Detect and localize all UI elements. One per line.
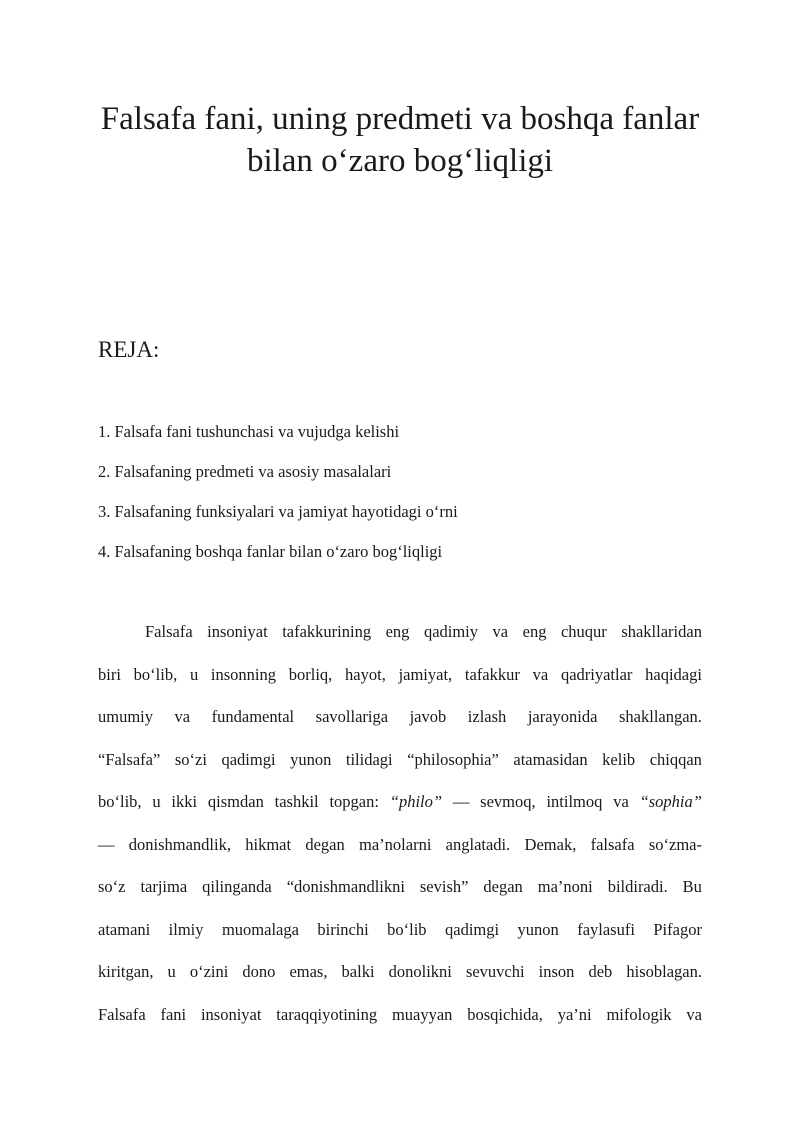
word: u: [167, 962, 176, 981]
justified-line: [98, 960, 702, 984]
word: izlash: [467, 707, 507, 726]
word: qadriyatlar: [560, 664, 633, 684]
word: Falsafa: [98, 1004, 146, 1024]
word: atamasidan: [513, 749, 588, 769]
word: va: [492, 622, 509, 641]
word: faylasufi: [577, 919, 635, 939]
plan-heading: REJA:: [98, 337, 160, 362]
word: tarjima: [140, 877, 188, 896]
paragraph-line: [98, 663, 702, 706]
word: haqidagi: [645, 664, 702, 684]
paragraph-line-with-italics: [98, 790, 702, 833]
word: muomalaga: [221, 919, 299, 939]
word: u: [152, 792, 161, 811]
word: hayot,: [345, 664, 386, 684]
word: “philosophia”: [407, 749, 499, 769]
word: bo‘lib,: [133, 664, 178, 684]
justified-line: [145, 620, 702, 644]
word: Demak,: [524, 834, 577, 854]
word: sevish”: [419, 877, 469, 896]
plan-item: 3. Falsafaning funksiyalari va jamiyat hayotidagi o‘rni: [98, 502, 458, 521]
word: hisoblagan.: [626, 962, 702, 981]
word: emas,: [289, 962, 328, 981]
paragraph-line: [98, 1003, 702, 1046]
paragraph-line: [98, 875, 702, 918]
word: sevuvchi: [465, 962, 525, 981]
word: javob: [409, 707, 447, 726]
word: borliq,: [288, 664, 333, 684]
word: topgan:: [329, 792, 379, 811]
word: so‘z: [98, 877, 126, 896]
word: bosqichida,: [467, 1004, 543, 1024]
word: biri: [98, 664, 121, 684]
word: Pifagor: [653, 919, 702, 939]
word: bildiradi.: [607, 877, 668, 896]
word: hikmat: [245, 834, 292, 854]
word: so‘zi: [174, 749, 207, 769]
word: inson: [538, 962, 575, 981]
title-line-1: Falsafa fani, uning predmeti va boshqa fanlar: [100, 101, 700, 137]
word: Falsafa: [145, 622, 193, 641]
document-title: [60, 98, 740, 182]
word: va: [532, 664, 549, 684]
word: tafakkurining: [282, 622, 372, 641]
paragraph-line: [98, 833, 702, 876]
word: chuqur: [560, 622, 607, 641]
word: jarayonida: [527, 707, 598, 726]
paragraph-line: [98, 918, 702, 961]
word: qilinganda: [202, 877, 272, 896]
title-line-2: bilan o‘zaro bog‘liqligi: [246, 143, 554, 179]
word: qismdan: [207, 792, 264, 811]
word: va: [686, 1004, 702, 1024]
word: deb: [588, 962, 613, 981]
word: degan: [305, 834, 345, 854]
word: tilidagi: [345, 749, 393, 769]
justified-line: [98, 663, 702, 687]
word: fundamental: [211, 707, 295, 726]
word: ma’noni: [537, 877, 593, 896]
word: chiqqan: [649, 749, 702, 769]
word: umumiy: [98, 707, 154, 726]
word: intilmoq: [546, 792, 603, 811]
word: yunon: [290, 749, 332, 769]
justified-line: [98, 918, 702, 942]
paragraph-line: [98, 620, 702, 663]
justified-line: [98, 748, 702, 772]
plan-item: 2. Falsafaning predmeti va asosiy masalalari: [98, 462, 392, 481]
word: donishmandlik,: [128, 834, 231, 854]
word: insoniyat: [200, 1004, 262, 1024]
word: —: [98, 834, 115, 854]
word: tafakkur: [464, 664, 520, 684]
word: qadimiy: [423, 622, 479, 641]
word: insoniyat: [207, 622, 268, 641]
word: falsafa: [590, 834, 635, 854]
word: donolikni: [388, 962, 452, 981]
word: bo‘lib: [387, 919, 427, 939]
word: jamiyat,: [398, 664, 453, 684]
word: bo‘lib,: [98, 792, 142, 811]
word: shakllaridan: [621, 622, 702, 641]
word: “Falsafa”: [98, 749, 161, 769]
word: u: [189, 664, 199, 684]
justified-line: [98, 705, 702, 729]
word: ikki: [171, 792, 198, 811]
philo-term: “philo”: [389, 792, 443, 811]
word: Bu: [682, 877, 702, 896]
word: sevmoq,: [480, 792, 536, 811]
word: mifologik: [606, 1004, 672, 1024]
word: dono: [242, 962, 276, 981]
word: insonning: [210, 664, 277, 684]
word: eng: [522, 622, 547, 641]
word: muayyan: [391, 1004, 453, 1024]
word: savollariga: [315, 707, 389, 726]
word: taraqqiyotining: [276, 1004, 378, 1024]
word: degan: [483, 877, 523, 896]
word: anglatadi.: [445, 834, 511, 854]
word: yunon: [517, 919, 559, 939]
justified-line: [98, 1003, 702, 1027]
word: kiritgan,: [98, 962, 154, 981]
word: eng: [385, 622, 410, 641]
word: kelib: [602, 749, 636, 769]
word: ya’ni: [557, 1004, 592, 1024]
justified-line: [98, 833, 702, 857]
body-paragraph: [98, 620, 702, 1045]
plan-item: 4. Falsafaning boshqa fanlar bilan o‘zaro bog‘liqligi: [98, 542, 443, 561]
word: qadimgi: [221, 749, 276, 769]
word: so‘zma-: [648, 834, 702, 854]
justified-line: [98, 875, 702, 899]
word: shakllangan.: [618, 707, 702, 726]
word: tashkil: [274, 792, 319, 811]
word: ilmiy: [168, 919, 204, 939]
paragraph-line-5-wrap: [98, 790, 702, 814]
word: —: [452, 792, 470, 811]
word: va: [174, 707, 191, 726]
word: fani: [160, 1004, 187, 1024]
word: birinchi: [317, 919, 369, 939]
sophia-term: “sophia”: [639, 792, 702, 811]
plan-item: 1. Falsafa fani tushunchasi va vujudga kelishi: [98, 422, 400, 441]
word: o‘zini: [189, 962, 229, 981]
paragraph-line: [98, 748, 702, 791]
word: “donishmandlikni: [286, 877, 405, 896]
word: ma’nolarni: [359, 834, 432, 854]
paragraph-line: [98, 705, 702, 748]
word: balki: [341, 962, 375, 981]
word: va: [613, 792, 629, 811]
plan-list: [98, 420, 458, 580]
word: atamani: [98, 919, 151, 939]
word: qadimgi: [445, 919, 500, 939]
paragraph-line: [98, 960, 702, 1003]
